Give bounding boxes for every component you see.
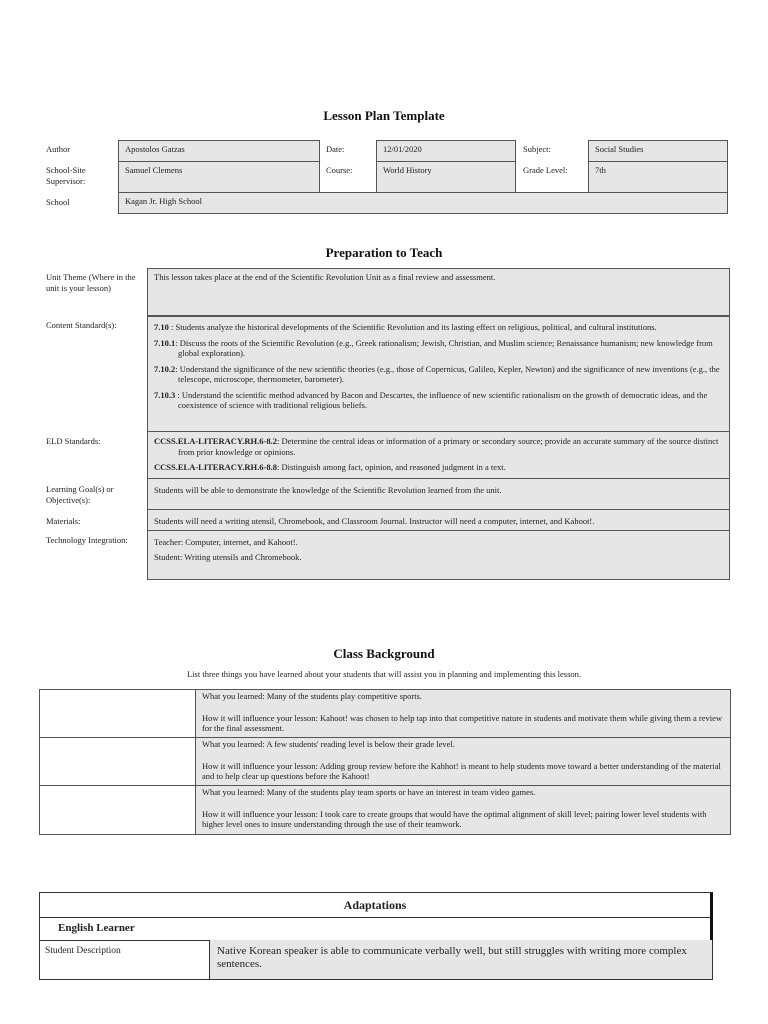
school-label: School <box>46 197 70 207</box>
learned-text: What you learned: Many of the students play competitive sports. <box>202 691 423 701</box>
standard-text: : Discuss the roots of the Scientific Revolution (e.g., Greek rationalism; Jewish, Christian, and Muslim science; Renaissance humanism; new knowledge from global exploration). <box>175 337 713 358</box>
eld-item <box>154 462 723 473</box>
grade-value: 7th <box>588 161 728 193</box>
author-value: Apostolos Gatzas <box>118 140 320 162</box>
standard-text: : Understand the scientific method advanced by Bacon and Descartes, the influence of new scientific rationalism on the growth of democratic ideas, and the coexistence of science with traditional religious beliefs. <box>175 389 708 410</box>
english-learner-subheading: English Learner <box>39 917 713 941</box>
supervisor-label: School-Site Supervisor: <box>46 165 86 186</box>
background-row <box>195 785 731 835</box>
unit-theme-value: This lesson takes place at the end of the Scientific Revolution Unit as a final review and assessment. <box>147 268 730 316</box>
student-description-value: Native Korean speaker is able to communicate verbally well, but still struggles with writing more complex sentences. <box>209 940 713 980</box>
background-row-label <box>39 689 196 738</box>
background-heading: Class Background <box>333 646 435 661</box>
standard-item <box>154 322 723 333</box>
school-value: Kagan Jr. High School <box>118 192 728 214</box>
background-row <box>195 737 731 786</box>
subject-label: Subject: <box>523 144 551 154</box>
subject-value: Social Studies <box>588 140 728 162</box>
technology-label: Technology Integration: <box>46 535 128 545</box>
content-standards-box <box>147 316 730 432</box>
content-standards-label: Content Standard(s): <box>46 320 117 330</box>
materials-label: Materials: <box>46 516 81 526</box>
standard-code: 7.10.3 <box>154 389 176 400</box>
standard-text: : Understand the significance of the new scientific theories (e.g., those of Copernicus, Galileo, Kepler, Newton) and the significance of new inventions (e.g., the telescope, microscope, thermometer, barometer). <box>175 363 720 384</box>
eld-item <box>154 436 723 457</box>
page-title: Lesson Plan Template <box>323 108 445 123</box>
prep-heading: Preparation to Teach <box>325 245 443 260</box>
standard-code: 7.10.1 <box>154 337 176 348</box>
background-intro: List three things you have learned about your students that will assist you in planning and implementing this lesson. <box>186 669 581 679</box>
supervisor-value: Samuel Clemens <box>118 161 320 193</box>
student-description-label: Student Description <box>39 940 210 980</box>
eld-standards-box <box>147 431 730 479</box>
tech-student: Student: Writing utensils and Chromebook. <box>154 551 302 562</box>
eld-standards-label: ELD Standards: <box>46 436 101 446</box>
learned-text: What you learned: A few students' reading level is below their grade level. <box>202 739 455 749</box>
influence-text: How it will influence your lesson: Kahoot! was chosen to help tap into that competitive nature in students and motivate them while giving them a review for the final assessment. <box>202 713 723 733</box>
course-value: World History <box>376 161 516 193</box>
course-label: Course: <box>326 165 353 175</box>
background-row <box>195 689 731 738</box>
learning-goal-value: Students will be able to demonstrate the knowledge of the Scientific Revolution learned from the unit. <box>147 478 730 510</box>
standard-code: 7.10.2 <box>154 363 176 374</box>
influence-text: How it will influence your lesson: I took care to create groups that would have the optimal alignment of skill level; pairing lower level students with higher level ones to insure understanding through the use of their teamwork. <box>202 809 707 829</box>
date-value: 12/01/2020 <box>376 140 516 162</box>
eld-code: CCSS.ELA-LITERACY.RH.6-8.2 <box>154 436 277 446</box>
learning-goal-label: Learning Goal(s) or Objective(s): <box>46 484 114 505</box>
standard-item <box>154 364 723 385</box>
background-row-label <box>39 785 196 835</box>
grade-label: Grade Level: <box>523 165 568 175</box>
standard-text: : Students analyze the historical developments of the Scientific Revolution and its lasting effect on religious, political, and cultural institutions. <box>168 322 657 332</box>
background-row-label <box>39 737 196 786</box>
author-label: Author <box>46 144 71 154</box>
standard-code: 7.10 <box>154 322 169 332</box>
eld-text: : Distinguish among fact, opinion, and reasoned judgment in a text. <box>276 462 506 472</box>
date-label: Date: <box>326 144 345 154</box>
eld-code: CCSS.ELA-LITERACY.RH.6-8.8 <box>154 462 277 472</box>
eld-text: : Determine the central ideas or information of a primary or secondary source; provide an accurate summary of the source distinct from prior knowledge or opinions. <box>178 436 719 457</box>
unit-theme-label: Unit Theme (Where in the unit is your lesson) <box>46 272 136 293</box>
standard-item <box>154 338 723 359</box>
standard-item <box>154 390 723 411</box>
influence-text: How it will influence your lesson: Adding group review before the Kahhot! is meant to help students move toward a better understanding of the material and to help clear up questions before the Kahoot! <box>202 761 721 781</box>
tech-teacher: Teacher: Computer, internet, and Kahoot!. <box>154 537 298 547</box>
technology-box <box>147 530 730 580</box>
learned-text: What you learned: Many of the students play team sports or have an interest in team video games. <box>202 787 536 797</box>
materials-value: Students will need a writing utensil, Chromebook, and Classroom Journal. Instructor will need a computer, internet, and Kahoot!. <box>147 509 730 531</box>
adaptations-heading: Adaptations <box>39 892 713 918</box>
